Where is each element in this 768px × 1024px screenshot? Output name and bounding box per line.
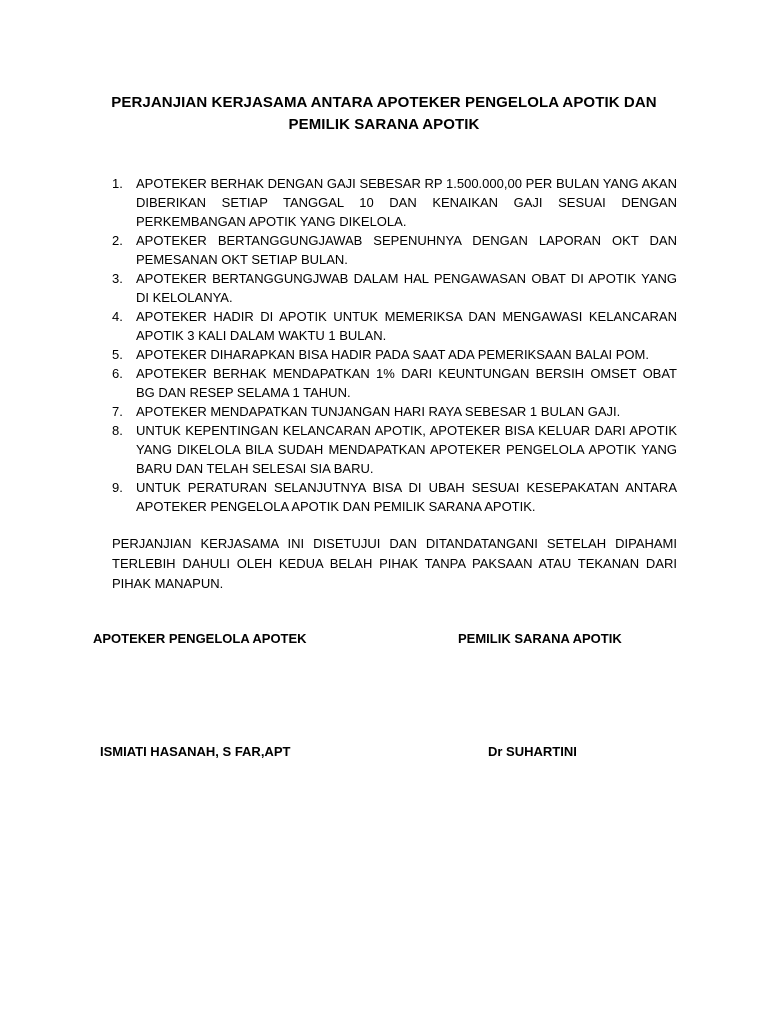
signature-name-left: ISMIATI HASANAH, S FAR,APT — [100, 744, 291, 759]
term-text: APOTEKER DIHARAPKAN BISA HADIR PADA SAAT ADA PEMERIKSAAN BALAI POM. — [136, 347, 649, 362]
term-text: APOTEKER HADIR DI APOTIK UNTUK MEMERIKSA DAN MENGAWASI KELANCARAN APOTIK 3 KALI DALAM WAKTU 1 BULAN. — [136, 309, 677, 343]
list-item — [112, 364, 677, 402]
signature-role-right: PEMILIK SARANA APOTIK — [458, 631, 622, 646]
list-item — [112, 269, 677, 307]
term-number: 6. — [112, 366, 123, 381]
term-text: APOTEKER BERTANGGUNGJAWAB SEPENUHNYA DENGAN LAPORAN OKT DAN PEMESANAN OKT SETIAP BULAN. — [136, 233, 677, 267]
terms-list — [112, 174, 677, 516]
term-number: 9. — [112, 480, 123, 495]
list-item — [112, 345, 677, 364]
term-number: 1. — [112, 176, 123, 191]
list-item — [112, 307, 677, 345]
list-item — [112, 402, 677, 421]
signature-role-left: APOTEKER PENGELOLA APOTEK — [93, 631, 307, 646]
list-item — [112, 421, 677, 478]
closing-paragraph: PERJANJIAN KERJASAMA INI DISETUJUI DAN DITANDATANGANI SETELAH DIPAHAMI TERLEBIH DAHULI OLEH KEDUA BELAH PIHAK TANPA PAKSAAN ATAU TEKANAN DARI PIHAK MANAPUN. — [112, 536, 677, 591]
list-item — [112, 231, 677, 269]
signature-name-right: Dr SUHARTINI — [488, 744, 577, 759]
term-text: APOTEKER BERHAK MENDAPATKAN 1% DARI KEUNTUNGAN BERSIH OMSET OBAT BG DAN RESEP SELAMA 1 TAHUN. — [136, 366, 677, 400]
term-text: UNTUK PERATURAN SELANJUTNYA BISA DI UBAH SESUAI KESEPAKATAN ANTARA APOTEKER PENGELOLA APOTIK DAN PEMILIK SARANA APOTIK. — [136, 480, 677, 514]
document-title: PERJANJIAN KERJASAMA ANTARA APOTEKER PENGELOLA APOTIK DAN PEMILIK SARANA APOTIK — [111, 94, 657, 133]
term-text: APOTEKER MENDAPATKAN TUNJANGAN HARI RAYA SEBESAR 1 BULAN GAJI. — [136, 404, 621, 419]
term-number: 3. — [112, 271, 123, 286]
list-item — [112, 174, 677, 231]
term-number: 8. — [112, 423, 123, 438]
term-text: UNTUK KEPENTINGAN KELANCARAN APOTIK, APOTEKER BISA KELUAR DARI APOTIK YANG DIKELOLA BILA SUDAH MENDAPATKAN APOTEKER PENGELOLA APOTIK YANG BARU DAN TELAH SELESAI SIA BARU. — [136, 423, 677, 476]
term-text: APOTEKER BERTANGGUNGJWAB DALAM HAL PENGAWASAN OBAT DI APOTIK YANG DI KELOLANYA. — [136, 271, 677, 305]
term-number: 5. — [112, 347, 123, 362]
term-number: 2. — [112, 233, 123, 248]
term-number: 4. — [112, 309, 123, 324]
term-text: APOTEKER BERHAK DENGAN GAJI SEBESAR RP 1.500.000,00 PER BULAN YANG AKAN DIBERIKAN SETIAP TANGGAL 10 DAN KENAIKAN GAJI SESUAI DENGAN PERKEMBANGAN APOTIK YANG DIKELOLA. — [136, 176, 677, 229]
list-item — [112, 478, 677, 516]
term-number: 7. — [112, 404, 123, 419]
